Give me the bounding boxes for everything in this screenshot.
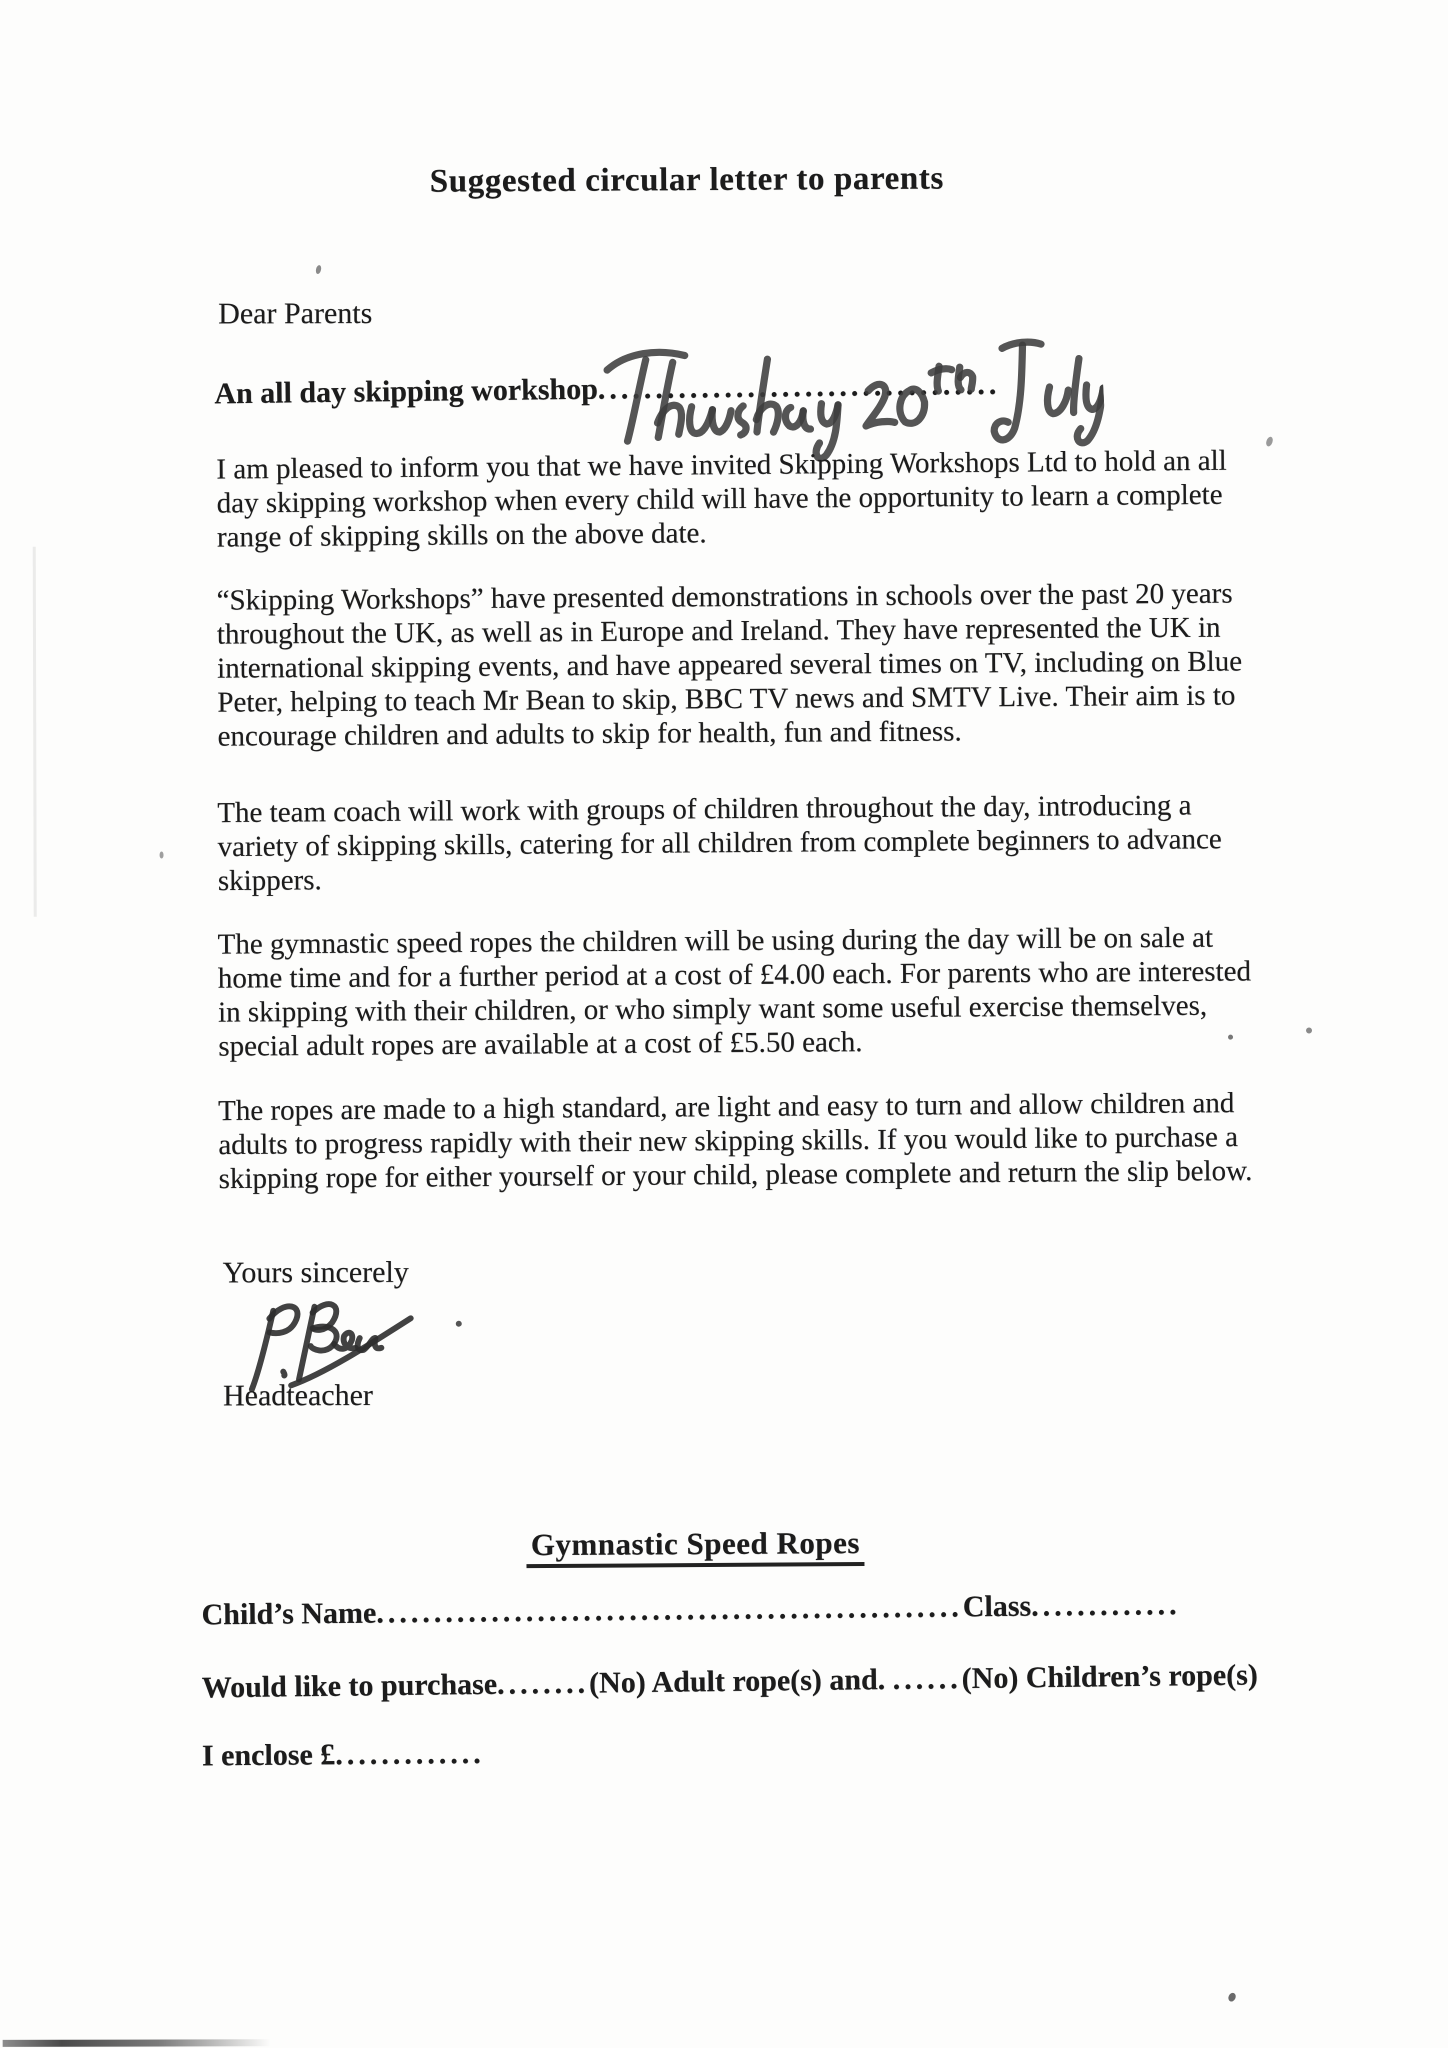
scan-speck — [1265, 436, 1274, 447]
adult-ropes-dot-leader: ...... — [892, 1662, 962, 1696]
signatory-role: Headteacher — [222, 1378, 373, 1413]
paragraph-invitation: I am pleased to inform you that we have invited Skipping Workshops Ltd to hold an all day skipping workshop when every child will have the opportunity to learn a complete range of skipping skills on the above date. — [216, 444, 1227, 554]
adult-ropes-label: (No) Adult rope(s) and. — [588, 1663, 886, 1700]
paragraph-rope-sale: The gymnastic speed ropes the children will be using during the day will be on sale at home time and for a further period at a cost of £4.00 each. For parents who are interested in skipping with their children, or who simply want some useful exercise themselves, special adult ropes are available at a cost of £5.50 each. — [217, 921, 1252, 1063]
scan-speck — [160, 851, 164, 858]
salutation: Dear Parents — [218, 296, 373, 331]
enclose-dot-leader: ............. — [335, 1736, 485, 1772]
scan-speck — [1306, 1027, 1312, 1033]
scan-speck — [1228, 1035, 1233, 1040]
enclose-label: I enclose £ — [201, 1738, 336, 1773]
scan-speck — [456, 1321, 462, 1327]
children-ropes-label: (No) Children’s rope(s) — [961, 1658, 1258, 1696]
enclose-row — [202, 1737, 485, 1773]
scan-speck — [1227, 1992, 1237, 2003]
class-label: Class — [962, 1589, 1032, 1624]
class-dot-leader: ............. — [1030, 1588, 1181, 1623]
letter-title: Suggested circular letter to parents — [429, 160, 944, 200]
purchase-dot-leader: ........ — [496, 1666, 590, 1701]
slip-heading — [1, 1522, 1389, 1571]
subject-label: An all day skipping workshop — [214, 372, 599, 411]
purchase-row — [202, 1658, 1258, 1705]
paragraph-background: “Skipping Workshops” have presented demonstrations in schools over the past 20 years throughout the UK, as well as in Europe and Ireland. They have represented the UK in international skipping events, and have appeared several times on TV, including on Blue Peter, helping to teach Mr Bean to skip, BBC TV news and SMTV Live. Their aim is to encourage children and adults to skip for health, fun and fitness. — [216, 577, 1243, 753]
child-name-row — [201, 1588, 1180, 1632]
child-name-label: Child’s Name — [201, 1596, 377, 1632]
closing: Yours sincerely — [222, 1255, 409, 1290]
subject-dot-leader: ................................... — [597, 367, 1001, 406]
paragraph-slip-instructions: The ropes are made to a high standard, are light and easy to turn and allow children and adults to progress rapidly with their new skipping skills. If you would like to purchase a skipping rope for either yourself or your child, please complete and return the slip below. — [217, 1087, 1253, 1196]
scanner-streak — [33, 547, 37, 917]
paragraph-coaching: The team coach will work with groups of children throughout the day, introducing a variety of skipping skills, catering for all children from complete beginners to advance skippers. — [217, 789, 1222, 898]
purchase-label: Would like to purchase — [201, 1667, 498, 1705]
scan-edge-artifact — [3, 2039, 271, 2047]
scan-speck — [315, 265, 322, 275]
child-name-dot-leader: ................................................... — [376, 1590, 963, 1630]
slip-heading-text: Gymnastic Speed Ropes — [527, 1525, 864, 1568]
